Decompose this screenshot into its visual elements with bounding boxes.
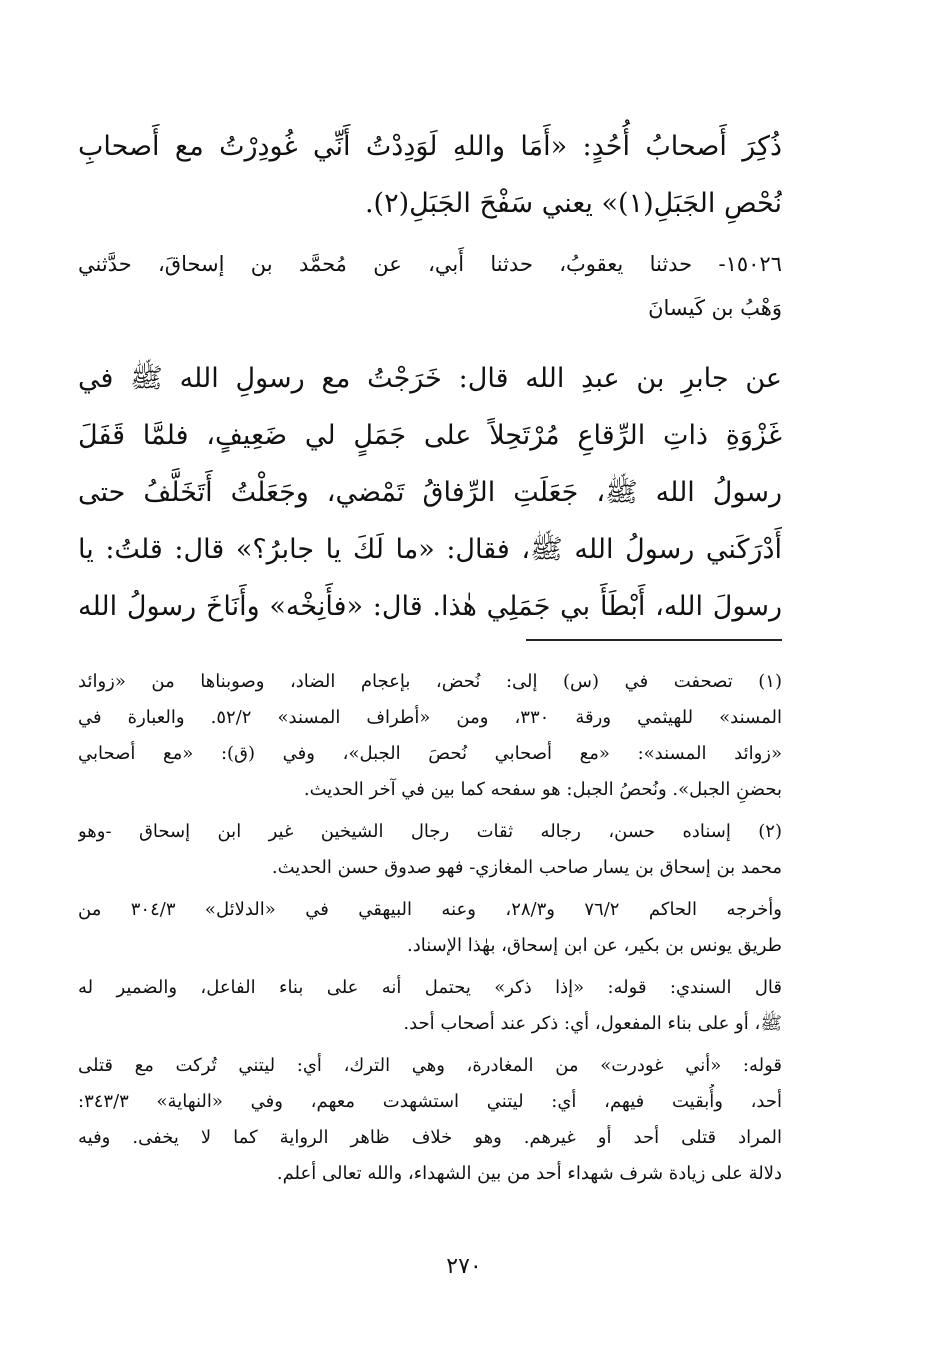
footnote-line: قوله: «أني غودرت» من المغادرة، وهي الترك، أي: ليتني تُركت مع قتلى: [78, 1055, 782, 1076]
main-line: رسولَ الله، أَبْطَأَ بي جَمَلِي هٰذا. قال: «فأَنِخْه» وأَنَاخَ رسولُ الله: [78, 591, 782, 622]
main-line: ذُكِرَ أَصحابُ أُحُدٍ: «أَمَا واللهِ لَوَدِدْتُ أَنِّي غُودِرْتُ مع أَصحابِ: [78, 131, 782, 162]
footnote-line: قال السندي: قوله: «إذا ذكر» يحتمل أنه على بناء الفاعل، والضمير له: [78, 977, 782, 998]
footnote-line: المسند» للهيثمي ورقة ٣٣٠، ومن «أطراف المسند» ٥٢/٢. والعبارة في: [78, 707, 782, 728]
footnotes: [78, 664, 782, 1192]
main-line: وَهْبُ بن كَيسانَ: [648, 296, 782, 320]
footnote-line: (١) تصحفت في (س) إلى: نُحض، بإعجام الضاد، وصوبناها من «زوائد: [78, 671, 782, 692]
footnote-line: دلالة على زيادة شرف شهداء أحد من بين الشهداء، والله تعالى أعلم.: [276, 1163, 782, 1184]
footnote-line: «زوائد المسند»: «مع أصحابي نُحصَ الجبل»، وفي (ق): «مع أصحابي: [78, 743, 782, 764]
footnote-line: أحد، وأُبقيت فيهم، أي: ليتني استشهدت معهم، وفي «النهاية» ٣٤٣/٣:: [78, 1091, 782, 1112]
footnote-line: وأخرجه الحاكم ٧٦/٢ و٢٨/٣، وعنه البيهقي في «الدلائل» ٣٠٤/٣ من: [78, 899, 782, 920]
footnote-line: المراد قتلى أحد أو غيرهم. وهو خلاف ظاهر الرواية كما لا يخفى. وفيه: [78, 1127, 782, 1148]
main-line: غَزْوَةِ ذاتِ الرِّقاعِ مُرْتَحِلاً على جَمَلٍ لي ضَعِيفٍ، فلمَّا قَفَلَ: [78, 420, 782, 451]
page-number: ٢٧٠: [446, 1254, 482, 1279]
footnote-line: طريق يونس بن بكير، عن ابن إسحاق، بهٰذا الإسناد.: [406, 935, 782, 956]
footnote-line: بحضنِ الجبل». ونُحصُ الجبل: هو سفحه كما بين في آخر الحديث.: [303, 779, 782, 800]
main-text: [78, 118, 782, 635]
hadith-number-line: ١٥٠٢٦- حدثنا يعقوبُ، حدثنا أَبي، عن مُحمَّد بن إسحاقَ، حدَّثني: [78, 252, 782, 276]
main-line: أَدْرَكَني رسولُ الله ﷺ، فقال: «ما لَكَ يا جابرُ؟» قال: قلتُ: يا: [78, 534, 782, 565]
footnote-line: (٢) إسناده حسن، رجاله ثقات رجال الشيخين غير ابن إسحاق -وهو: [78, 821, 782, 842]
main-line: عن جابرِ بن عبدِ الله قال: خَرَجْتُ مع رسولِ الله ﷺ في: [78, 363, 782, 394]
footnote-line: ﷺ، أو على بناء المفعول، أي: ذكر عند أصحاب أحد.: [403, 1013, 782, 1034]
footnote-line: محمد بن إسحاق بن يسار صاحب المغازي- فهو صدوق حسن الحديث.: [271, 857, 782, 878]
main-line: رسولُ الله ﷺ، جَعَلَتِ الرِّفاقُ تَمْضي، وجَعَلْتُ أَتَخَلَّفُ حتى: [78, 477, 782, 508]
main-line: نُحْصِ الجَبَلِ(١)» يعني سَفْحَ الجَبَلِ(٢).: [364, 188, 782, 219]
footnote-separator: [526, 639, 782, 641]
